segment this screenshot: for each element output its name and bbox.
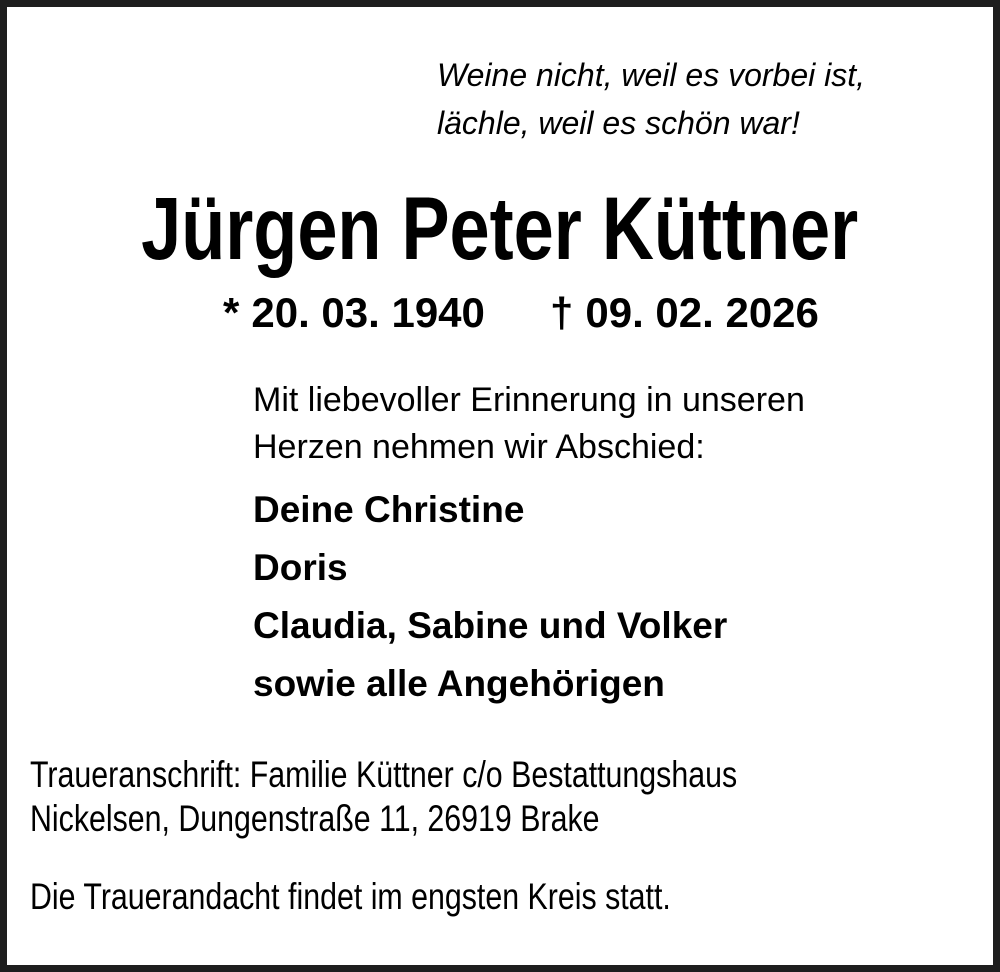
mourning-address-line1: Traueranschrift: Familie Küttner c/o Bestattungshaus — [30, 754, 738, 795]
mourner-line: sowie alle Angehörigen — [253, 663, 665, 704]
mourners-list — [253, 481, 727, 713]
birth-star-symbol: * — [223, 289, 240, 336]
service-notice: Die Trauerandacht findet im engsten Kreis statt. — [30, 876, 671, 917]
mourner-line: Doris — [253, 547, 348, 588]
deceased-name-text: Jürgen Peter Küttner — [141, 178, 859, 278]
mourning-address-line2: Nickelsen, Dungenstraße 11, 26919 Brake — [30, 798, 600, 839]
mourner-line: Claudia, Sabine und Volker — [253, 605, 728, 646]
mourner-line: Deine Christine — [253, 489, 525, 530]
birth-date: 20. 03. 1940 — [251, 289, 485, 336]
farewell-line1: Mit liebevoller Erinnerung in unseren — [253, 381, 805, 419]
farewell-line2: Herzen nehmen wir Abschied: — [253, 428, 705, 466]
farewell-message — [253, 377, 805, 471]
death-date-group — [550, 289, 819, 336]
memorial-quote-line2: lächle, weil es schön war! — [437, 105, 800, 141]
death-date: 09. 02. 2026 — [585, 289, 819, 336]
life-dates — [7, 289, 993, 342]
memorial-quote — [437, 51, 865, 147]
death-cross-symbol: † — [550, 289, 574, 336]
mourning-address — [30, 753, 737, 841]
birth-date-group — [223, 289, 485, 336]
memorial-quote-line1: Weine nicht, weil es vorbei ist, — [437, 57, 866, 93]
deceased-name — [7, 178, 993, 278]
